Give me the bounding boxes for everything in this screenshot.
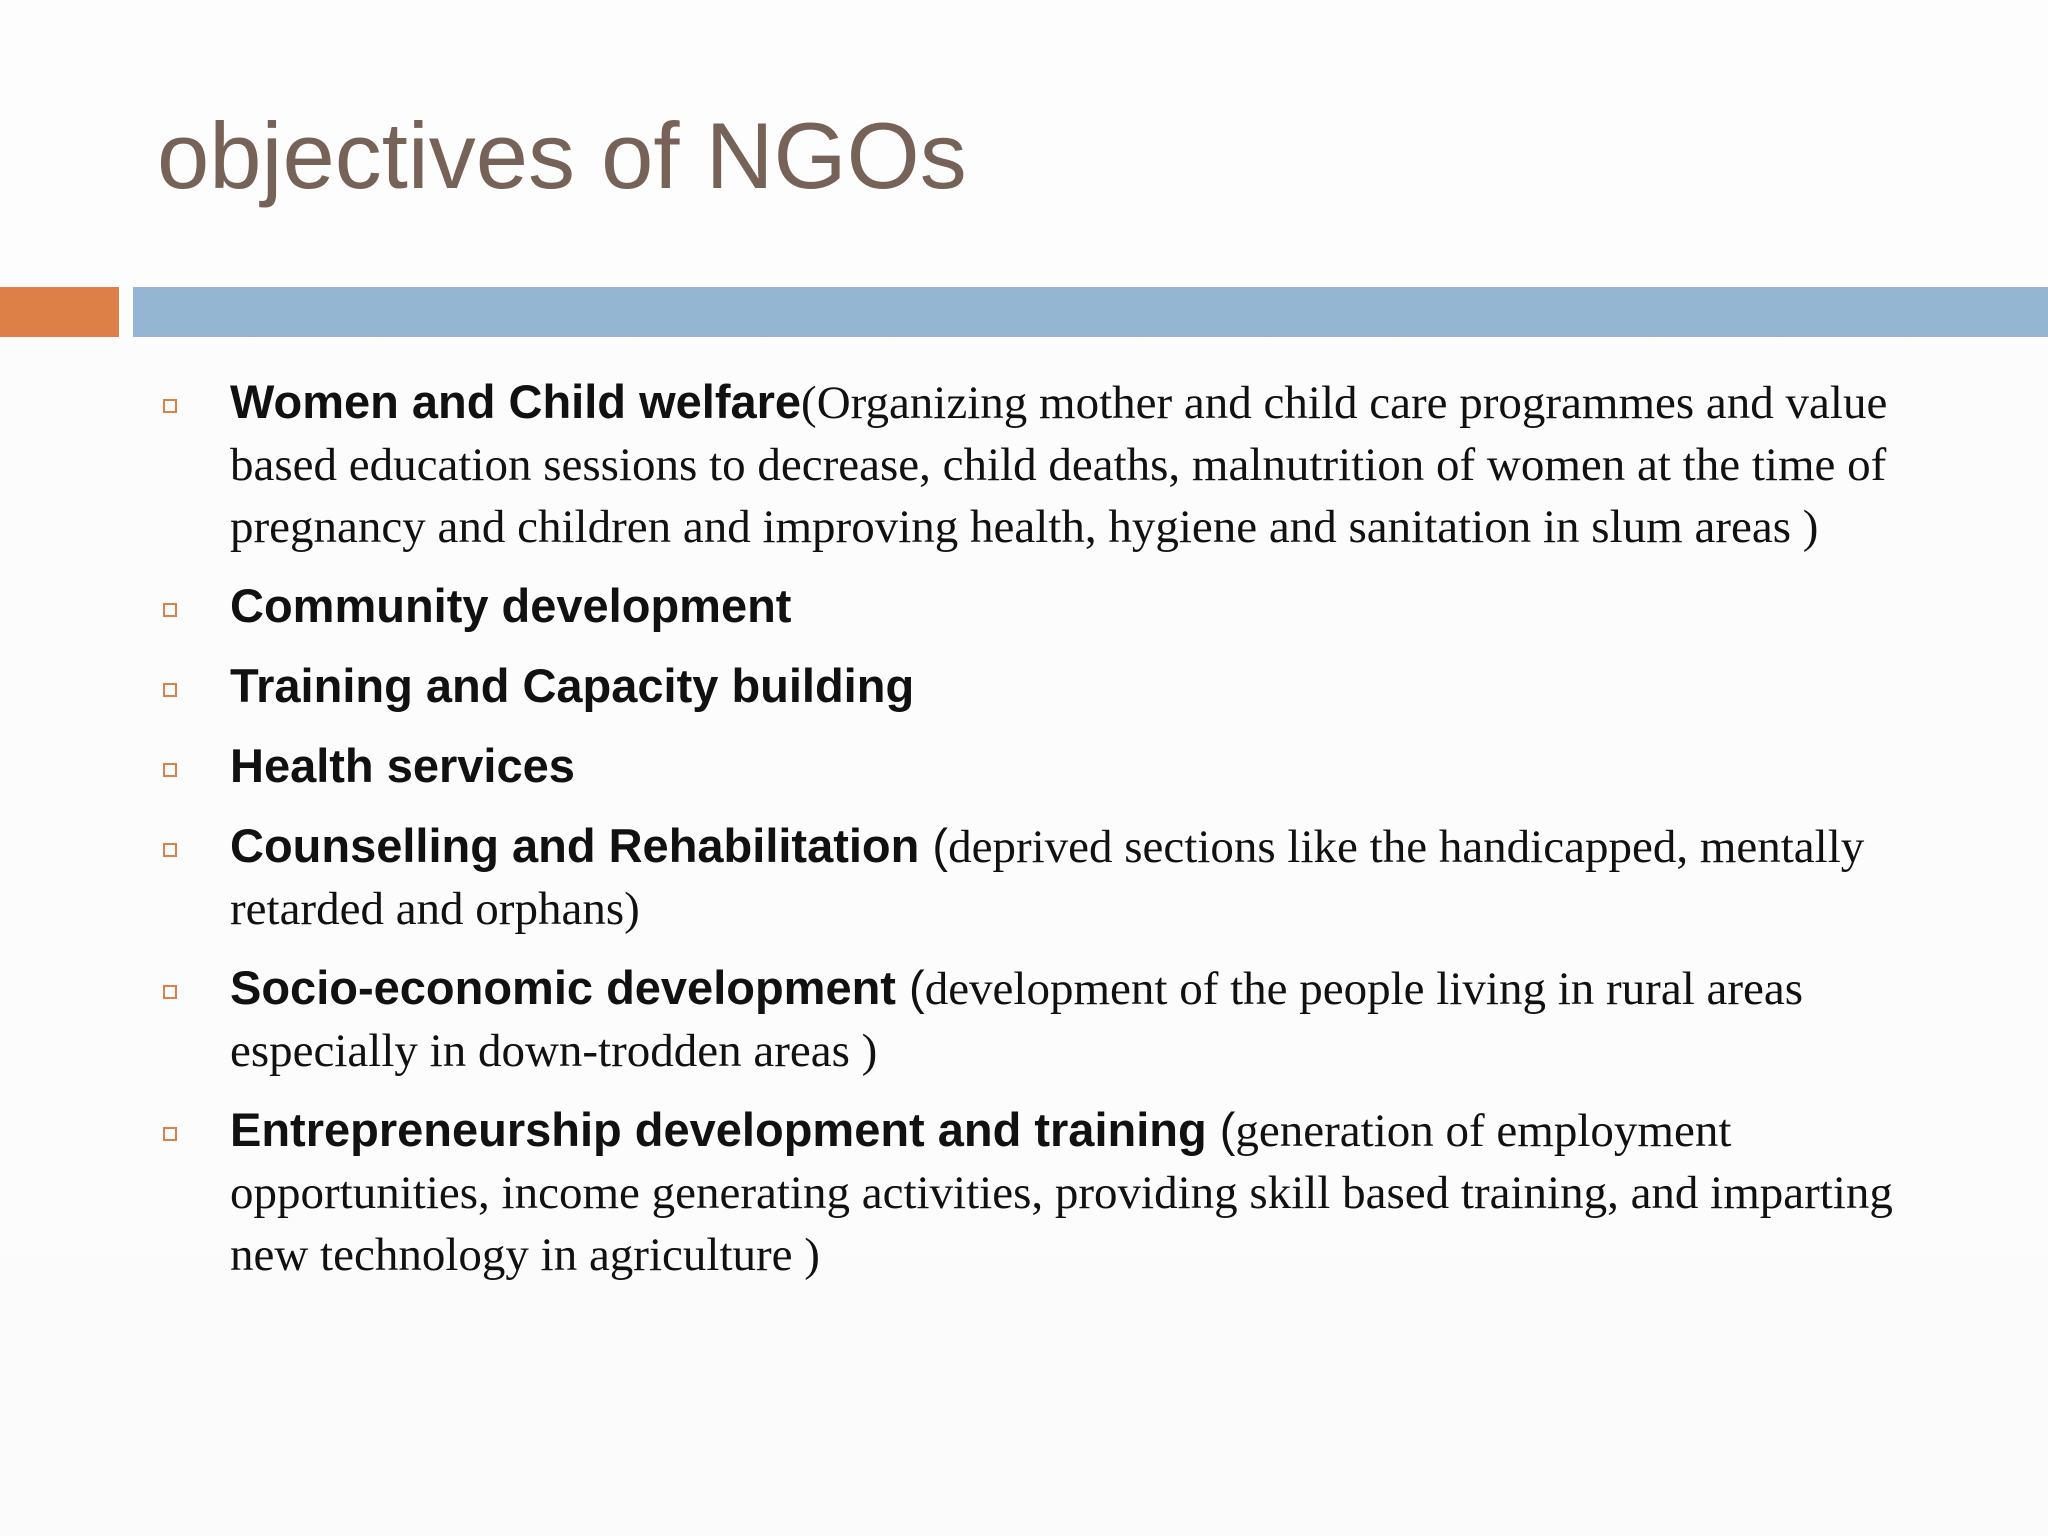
hollow-square-icon [163, 1127, 177, 1141]
bullet-detail: deprived sections like the handicapped, mentally retarded and orphans) [230, 821, 1865, 935]
list-item [155, 957, 1955, 1082]
list-item [155, 655, 1955, 718]
bullet-heading: Community development [230, 579, 792, 632]
bullet-open-paren: ( [909, 961, 925, 1014]
hollow-square-icon [163, 603, 177, 617]
objectives-list [155, 371, 1955, 1303]
accent-bar-orange [0, 287, 119, 337]
list-item [155, 735, 1955, 798]
list-item [155, 371, 1955, 558]
bullet-open-paren: ( [932, 819, 949, 872]
accent-bar-blue [133, 287, 2048, 337]
bullet-detail: development of the people living in rural areas especially in down-trodden areas ) [230, 963, 1804, 1077]
bullet-heading: Women and Child welfare [230, 375, 802, 428]
bullet-detail: (Organizing mother and child care programmes and value based education sessions to decrease, child deaths, malnutrition of women at the time of pregnancy and children and improving health, hygiene and sanitation in slum areas ) [230, 377, 1888, 553]
list-item [155, 815, 1955, 940]
slide-title: objectives of NGOs [157, 103, 967, 208]
bullet-heading: Socio-economic development [230, 961, 910, 1014]
bullet-heading: Health services [230, 739, 575, 792]
bullet-open-paren: ( [1219, 1103, 1236, 1156]
hollow-square-icon [163, 399, 177, 413]
bullet-detail: generation of employment opportunities, income generating activities, providing skill based training, and imparting new technology in agriculture ) [230, 1105, 1893, 1281]
hollow-square-icon [163, 763, 177, 777]
hollow-square-icon [163, 985, 177, 999]
list-item [155, 1099, 1955, 1286]
list-item [155, 575, 1955, 638]
bullet-heading: Counselling and Rehabilitation [230, 819, 933, 872]
hollow-square-icon [163, 843, 177, 857]
hollow-square-icon [163, 683, 177, 697]
bullet-heading: Entrepreneurship development and training [230, 1103, 1220, 1156]
bullet-heading: Training and Capacity building [230, 659, 915, 712]
